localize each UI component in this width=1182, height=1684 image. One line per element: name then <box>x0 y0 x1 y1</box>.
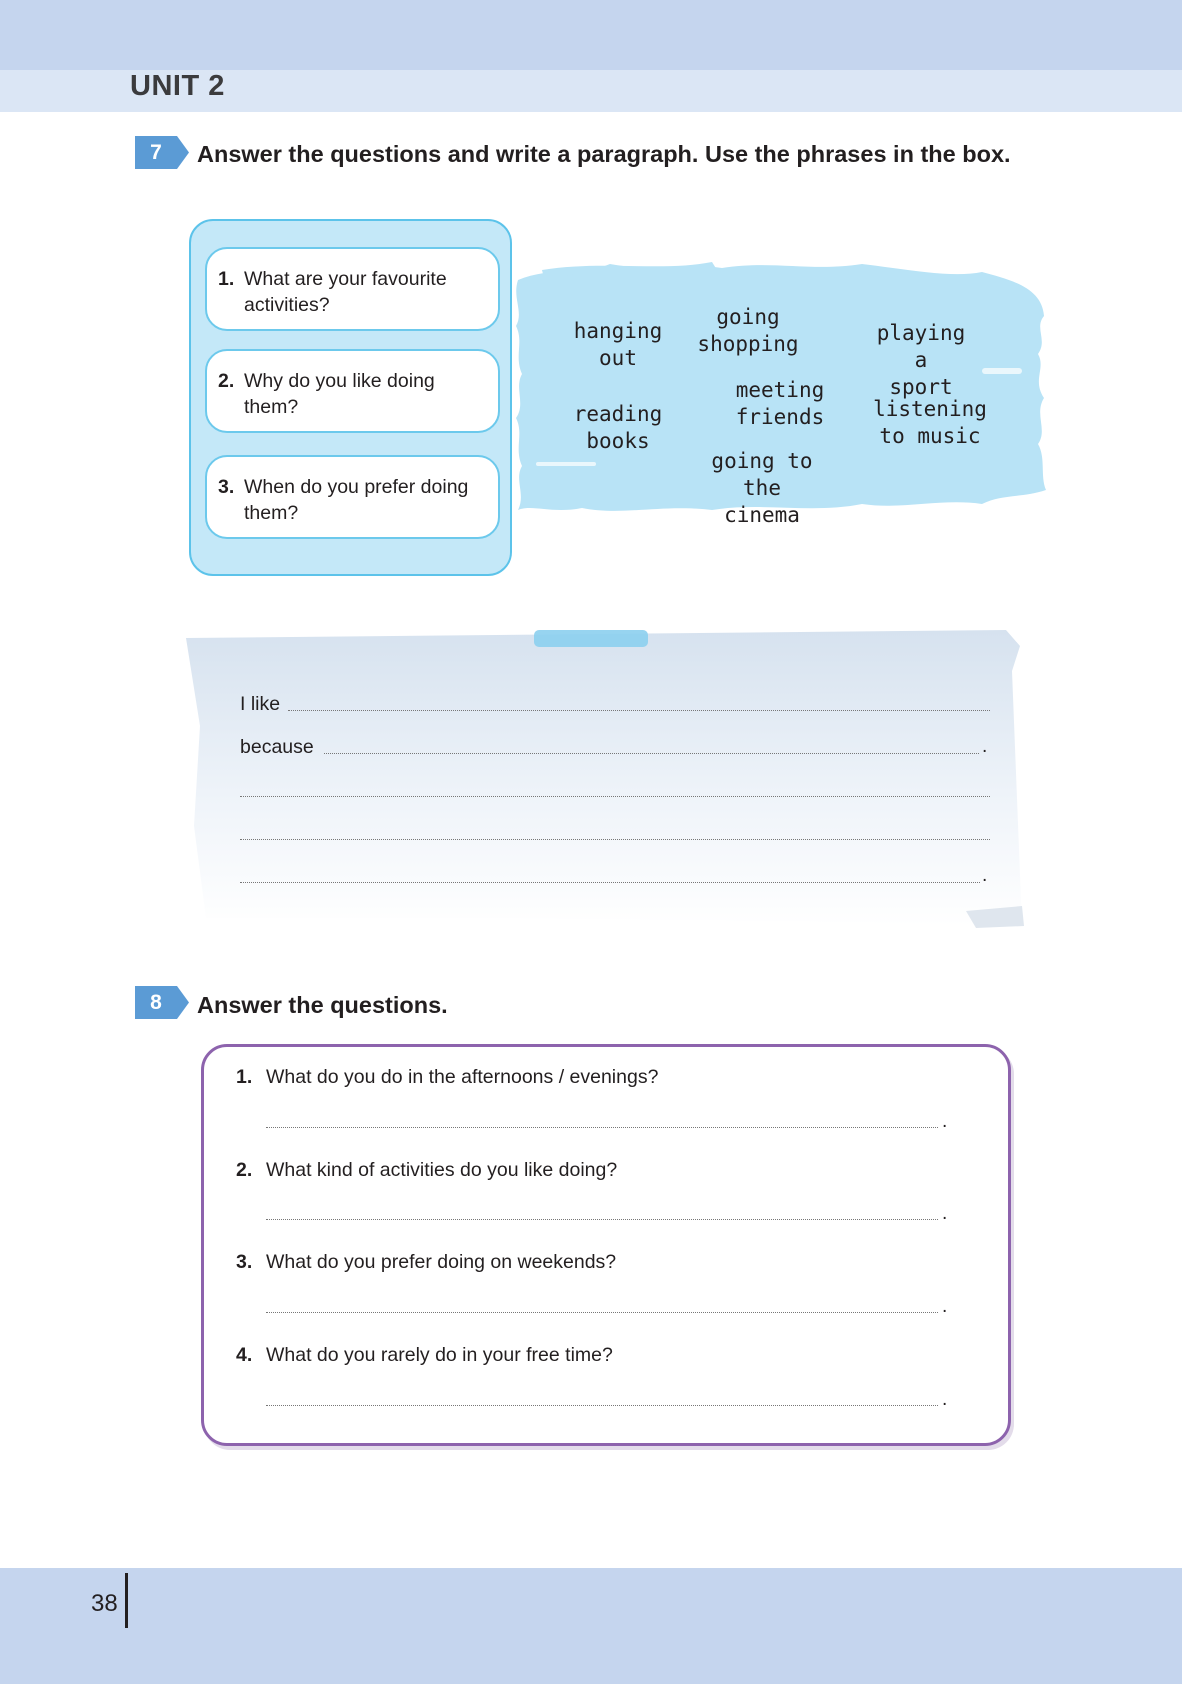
question-row <box>236 1066 658 1089</box>
line-period: . <box>942 1296 948 1317</box>
header-band <box>0 0 1182 70</box>
question-row <box>236 1344 613 1367</box>
questions-panel <box>189 219 512 576</box>
line-period: . <box>942 1203 948 1224</box>
line-period: . <box>942 1111 948 1132</box>
line-period: . <box>982 736 988 757</box>
page-number-divider <box>125 1573 128 1628</box>
exercise-7-number: 7 <box>150 141 162 164</box>
question-text: What do you prefer doing on weekends? <box>266 1251 617 1273</box>
phrase-reading-books: reading books <box>573 402 663 453</box>
question-text: What do you rarely do in your free time? <box>266 1344 613 1366</box>
question-bubble <box>205 349 500 433</box>
writing-paper <box>186 626 1026 931</box>
question-number: 2. <box>236 1159 253 1181</box>
question-bubble <box>205 247 500 331</box>
question-number: 3. <box>236 1251 253 1273</box>
writing-line-start: because <box>240 736 314 758</box>
question-text: Why do you like doing them? <box>244 370 435 418</box>
question-text: What are your favourite activities? <box>244 268 447 316</box>
writing-line[interactable] <box>288 710 990 711</box>
exercise-7-badge <box>135 136 189 169</box>
phrase-meeting-friends: meeting friends <box>735 378 825 429</box>
question-text: When do you prefer doing them? <box>244 476 469 524</box>
question-number: 3. <box>218 476 235 498</box>
writing-line[interactable] <box>324 753 979 754</box>
writing-line[interactable] <box>240 839 990 840</box>
tape-strip <box>534 630 648 647</box>
answer-line[interactable] <box>266 1219 938 1220</box>
writing-line-start: I like <box>240 693 281 715</box>
line-period: . <box>942 1389 948 1410</box>
exercise-7-instruction: Answer the questions and write a paragraph. Use the phrases in the box. <box>197 141 1011 167</box>
writing-line[interactable] <box>240 796 990 797</box>
phrase-hanging-out: hanging out <box>573 319 663 370</box>
question-number: 2. <box>218 370 235 392</box>
question-number: 1. <box>218 268 235 290</box>
question-bubble <box>205 455 500 539</box>
question-row <box>236 1251 616 1274</box>
answer-line[interactable] <box>266 1405 938 1406</box>
answer-line[interactable] <box>266 1127 938 1128</box>
exercise-8-badge <box>135 986 189 1019</box>
question-number: 4. <box>236 1344 253 1366</box>
page-number: 38 <box>91 1590 118 1617</box>
exercise-8-box <box>201 1044 1011 1446</box>
exercise-8-instruction: Answer the questions. <box>197 992 448 1018</box>
line-period: . <box>982 865 988 886</box>
phrase-playing-a-sport: playing a sport <box>876 321 966 399</box>
phrase-going-to-the-cinema: going to the cinema <box>711 449 813 527</box>
phrase-going-shopping: going shopping <box>697 305 799 356</box>
unit-title: UNIT 2 <box>130 70 225 102</box>
writing-line[interactable] <box>240 882 980 883</box>
phrase-listening-to-music: listening to music <box>873 397 987 448</box>
answer-line[interactable] <box>266 1312 938 1313</box>
exercise-8-number: 8 <box>150 991 162 1014</box>
question-row <box>236 1159 617 1182</box>
question-text: What do you do in the afternoons / evenings? <box>266 1066 659 1088</box>
question-text: What kind of activities do you like doing? <box>266 1159 618 1181</box>
question-number: 1. <box>236 1066 253 1088</box>
footer-band <box>0 1568 1182 1684</box>
